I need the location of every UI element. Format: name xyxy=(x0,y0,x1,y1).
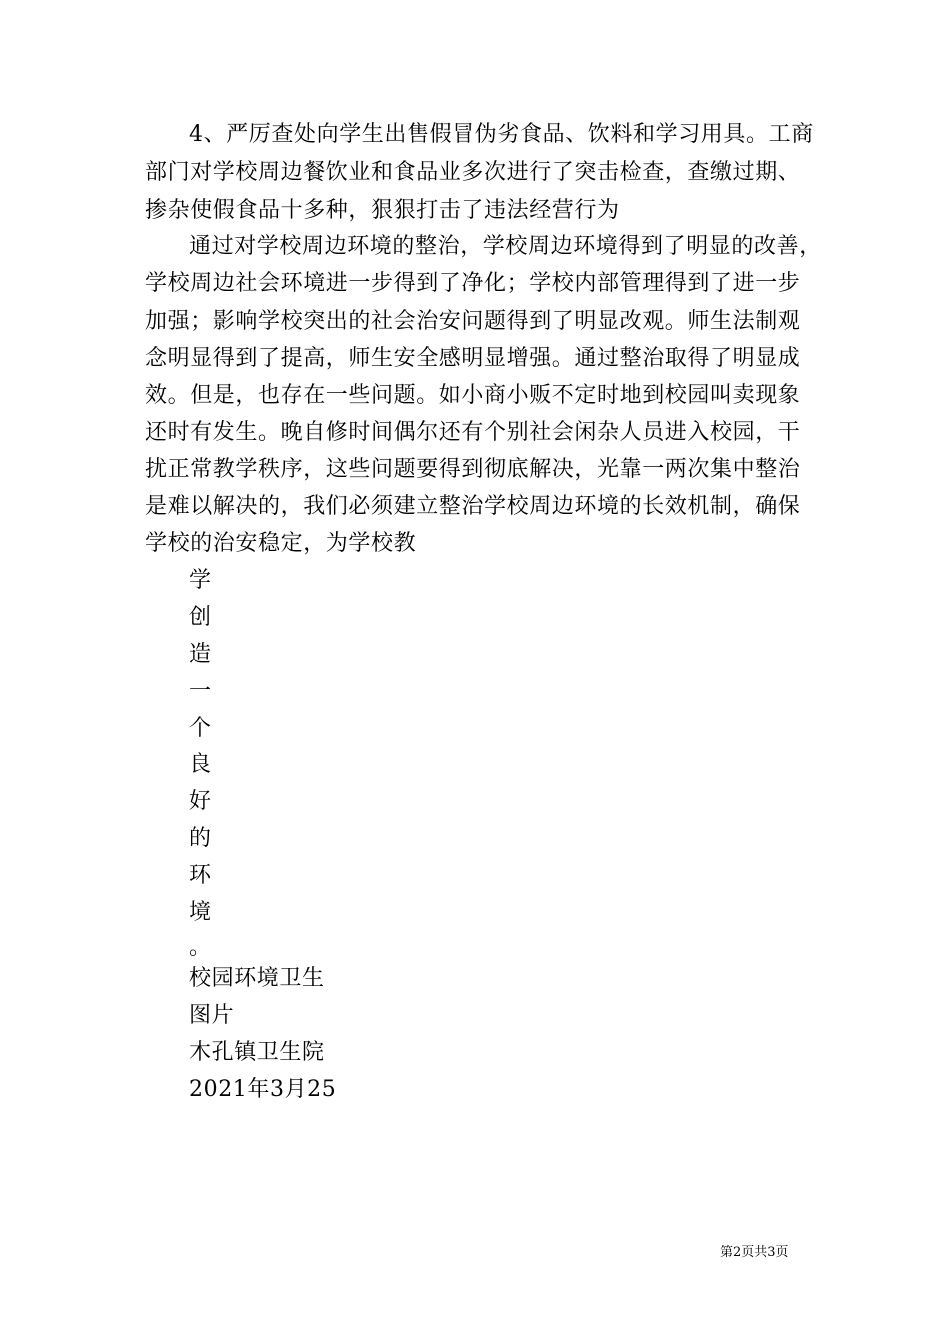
text-line: 掺杂使假食品十多种，狠狠打击了违法经营行为 xyxy=(145,198,620,223)
text-line: 4、严厉查处向学生出售假冒伪劣食品、饮料和学习用具。工商 xyxy=(189,122,814,147)
vertical-char: 个 xyxy=(189,716,212,741)
text-line: 念明显得到了提高，师生安全感明显增强。通过整治取得了明显成 xyxy=(145,346,801,371)
text-line: 还时有发生。晚自修时间偶尔还有个别社会闲杂人员进入校园，干 xyxy=(145,420,801,445)
text-line: 通过对学校周边环境的整治，学校周边环境得到了明显的改善， xyxy=(189,234,822,259)
text-line: 学校的治安稳定，为学校教 xyxy=(145,531,417,556)
text-line: 是难以解决的，我们必须建立整治学校周边环境的长效机制，确保 xyxy=(145,494,801,519)
text-line: 部门对学校周边餐饮业和食品业多次进行了突击检查，查缴过期、 xyxy=(145,160,801,185)
vertical-char: 好 xyxy=(189,789,212,814)
vertical-char: 造 xyxy=(189,642,212,667)
vertical-char: 的 xyxy=(189,826,212,851)
text-line: 学校周边社会环境进一步得到了净化；学校内部管理得到了进一步 xyxy=(145,271,801,296)
vertical-char: 境 xyxy=(189,900,212,925)
vertical-char: 学 xyxy=(189,568,212,593)
text-line: 扰正常教学秩序，这些问题要得到彻底解决，光靠一两次集中整治 xyxy=(145,457,801,482)
page-number: 第2页共3页 xyxy=(720,1245,789,1260)
vertical-char: 良 xyxy=(189,752,212,777)
vertical-char: 环 xyxy=(189,863,212,888)
document-date: 2021年3月25 xyxy=(189,1077,337,1102)
caption-title: 校园环境卫生 xyxy=(189,966,325,991)
vertical-char: 一 xyxy=(189,679,212,704)
text-line: 加强；影响学校突出的社会治安问题得到了明显改观。师生法制观 xyxy=(145,309,801,334)
caption-subtitle: 图片 xyxy=(189,1003,235,1028)
vertical-char: 创 xyxy=(189,605,212,630)
vertical-char: 。 xyxy=(189,935,212,960)
text-line: 效。但是，也存在一些问题。如小商小贩不定时地到校园叫卖现象 xyxy=(145,383,801,408)
organization-name: 木孔镇卫生院 xyxy=(189,1040,325,1065)
